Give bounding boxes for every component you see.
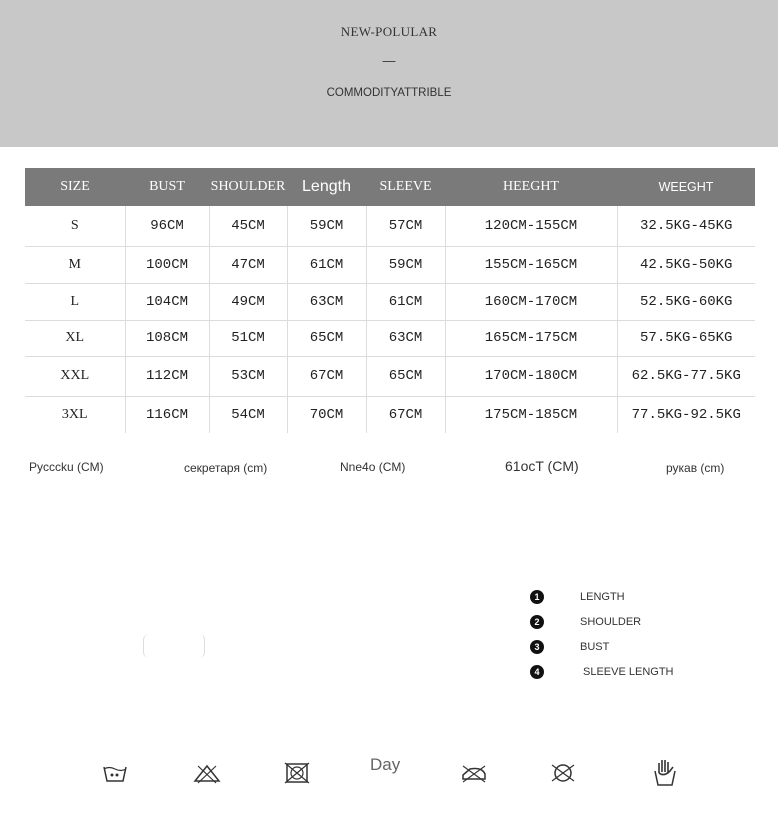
header-length: Length [287, 168, 366, 206]
header-weight: WEEGHT [617, 168, 755, 206]
wash-30-icon [101, 761, 129, 785]
cell-weight: 62.5KG-77.5KG [617, 356, 755, 396]
cell-bust: 108CM [125, 320, 209, 356]
iron-icon [460, 761, 488, 785]
banner-subtitle: COMMODITYATTRIBLE [326, 87, 452, 99]
cell-height: 165CM-175CM [445, 320, 617, 356]
cell-height: 120CM-155CM [445, 206, 617, 246]
cell-size: 3XL [61, 406, 88, 422]
legend-item [530, 659, 673, 684]
cell-length: 61CM [287, 246, 366, 283]
cell-bust: 104CM [125, 283, 209, 320]
cell-shoulder: 53CM [209, 356, 287, 396]
measurement-labels [0, 458, 778, 482]
cell-height: 160CM-170CM [445, 283, 617, 320]
cell-bust: 116CM [125, 396, 209, 433]
care-day-label: Day [370, 755, 401, 774]
legend-text: SHOULDER [580, 615, 642, 628]
cell-weight: 77.5KG-92.5KG [617, 396, 755, 433]
header-shoulder: SHOULDER [209, 168, 287, 206]
cell-weight: 57.5KG-65KG [617, 320, 755, 356]
cell-sleeve: 63CM [366, 320, 445, 356]
table-row [25, 206, 755, 246]
cell-sleeve: 61CM [366, 283, 445, 320]
header-sleeve: SLEEVE [366, 168, 445, 206]
hand-wash-icon [650, 757, 678, 787]
header-size: SIZE [25, 168, 125, 206]
legend-number: 3 [530, 640, 544, 654]
banner-title: NEW-POLULAR [340, 24, 438, 39]
cell-shoulder: 47CM [209, 246, 287, 283]
cell-length: 70CM [287, 396, 366, 433]
label-1: Pycccku (CM) [29, 460, 104, 474]
cell-length: 59CM [287, 206, 366, 246]
cell-size: M [25, 246, 125, 283]
table-header-row [25, 168, 755, 206]
legend-item [530, 584, 673, 609]
size-chart-table [25, 168, 755, 433]
cell-shoulder: 54CM [209, 396, 287, 433]
cell-length: 65CM [287, 320, 366, 356]
legend-number: 2 [530, 615, 544, 629]
table-row [25, 396, 755, 433]
cell-sleeve: 57CM [366, 206, 445, 246]
cell-weight: 42.5KG-50KG [617, 246, 755, 283]
cell-sleeve: 67CM [366, 396, 445, 433]
cell-shoulder: 49CM [209, 283, 287, 320]
banner-divider: — [382, 53, 396, 68]
cell-length: 63CM [287, 283, 366, 320]
legend-item [530, 609, 673, 634]
cell-shoulder: 51CM [209, 320, 287, 356]
care-instructions [0, 755, 778, 795]
legend-text: SLEEVE LENGTH [583, 665, 674, 678]
cell-length: 67CM [287, 356, 366, 396]
cell-shoulder: 45CM [209, 206, 287, 246]
measurement-legend [530, 584, 673, 684]
cell-sleeve: 59CM [366, 246, 445, 283]
cell-height: 155CM-165CM [445, 246, 617, 283]
table-row [25, 246, 755, 283]
table-row [25, 356, 755, 396]
no-bleach-icon [193, 761, 221, 785]
cell-sleeve: 65CM [366, 356, 445, 396]
label-3: Nne4o (CM) [340, 460, 406, 474]
cell-bust: 100CM [125, 246, 209, 283]
label-5: рукав (cm) [666, 461, 725, 475]
table-row [25, 283, 755, 320]
cell-size: L [25, 283, 125, 320]
legend-number: 4 [530, 665, 544, 679]
label-4: 61ocT (CM) [505, 458, 579, 474]
cell-bust: 112CM [125, 356, 209, 396]
cell-bust: 96CM [125, 206, 209, 246]
no-dry-clean-icon [549, 761, 577, 785]
label-2: секретаря (cm) [184, 461, 268, 475]
cell-size: S [25, 206, 125, 246]
cell-weight: 32.5KG-45KG [617, 206, 755, 246]
legend-item [530, 634, 673, 659]
cell-height: 175CM-185CM [445, 396, 617, 433]
cell-weight: 52.5KG-60KG [617, 283, 755, 320]
legend-number: 1 [530, 590, 544, 604]
header-height: HEEGHT [445, 168, 617, 206]
header-bust: BUST [125, 168, 209, 206]
table-row [25, 320, 755, 356]
legend-text: LENGTH [580, 590, 625, 603]
cell-height: 170CM-180CM [445, 356, 617, 396]
garment-diagram-placeholder [143, 634, 205, 658]
no-tumble-dry-icon [283, 761, 311, 785]
cell-size: XXL [25, 356, 125, 396]
cell-size: XL [25, 320, 125, 356]
header-banner [0, 0, 778, 147]
legend-text: BUST [580, 640, 610, 653]
